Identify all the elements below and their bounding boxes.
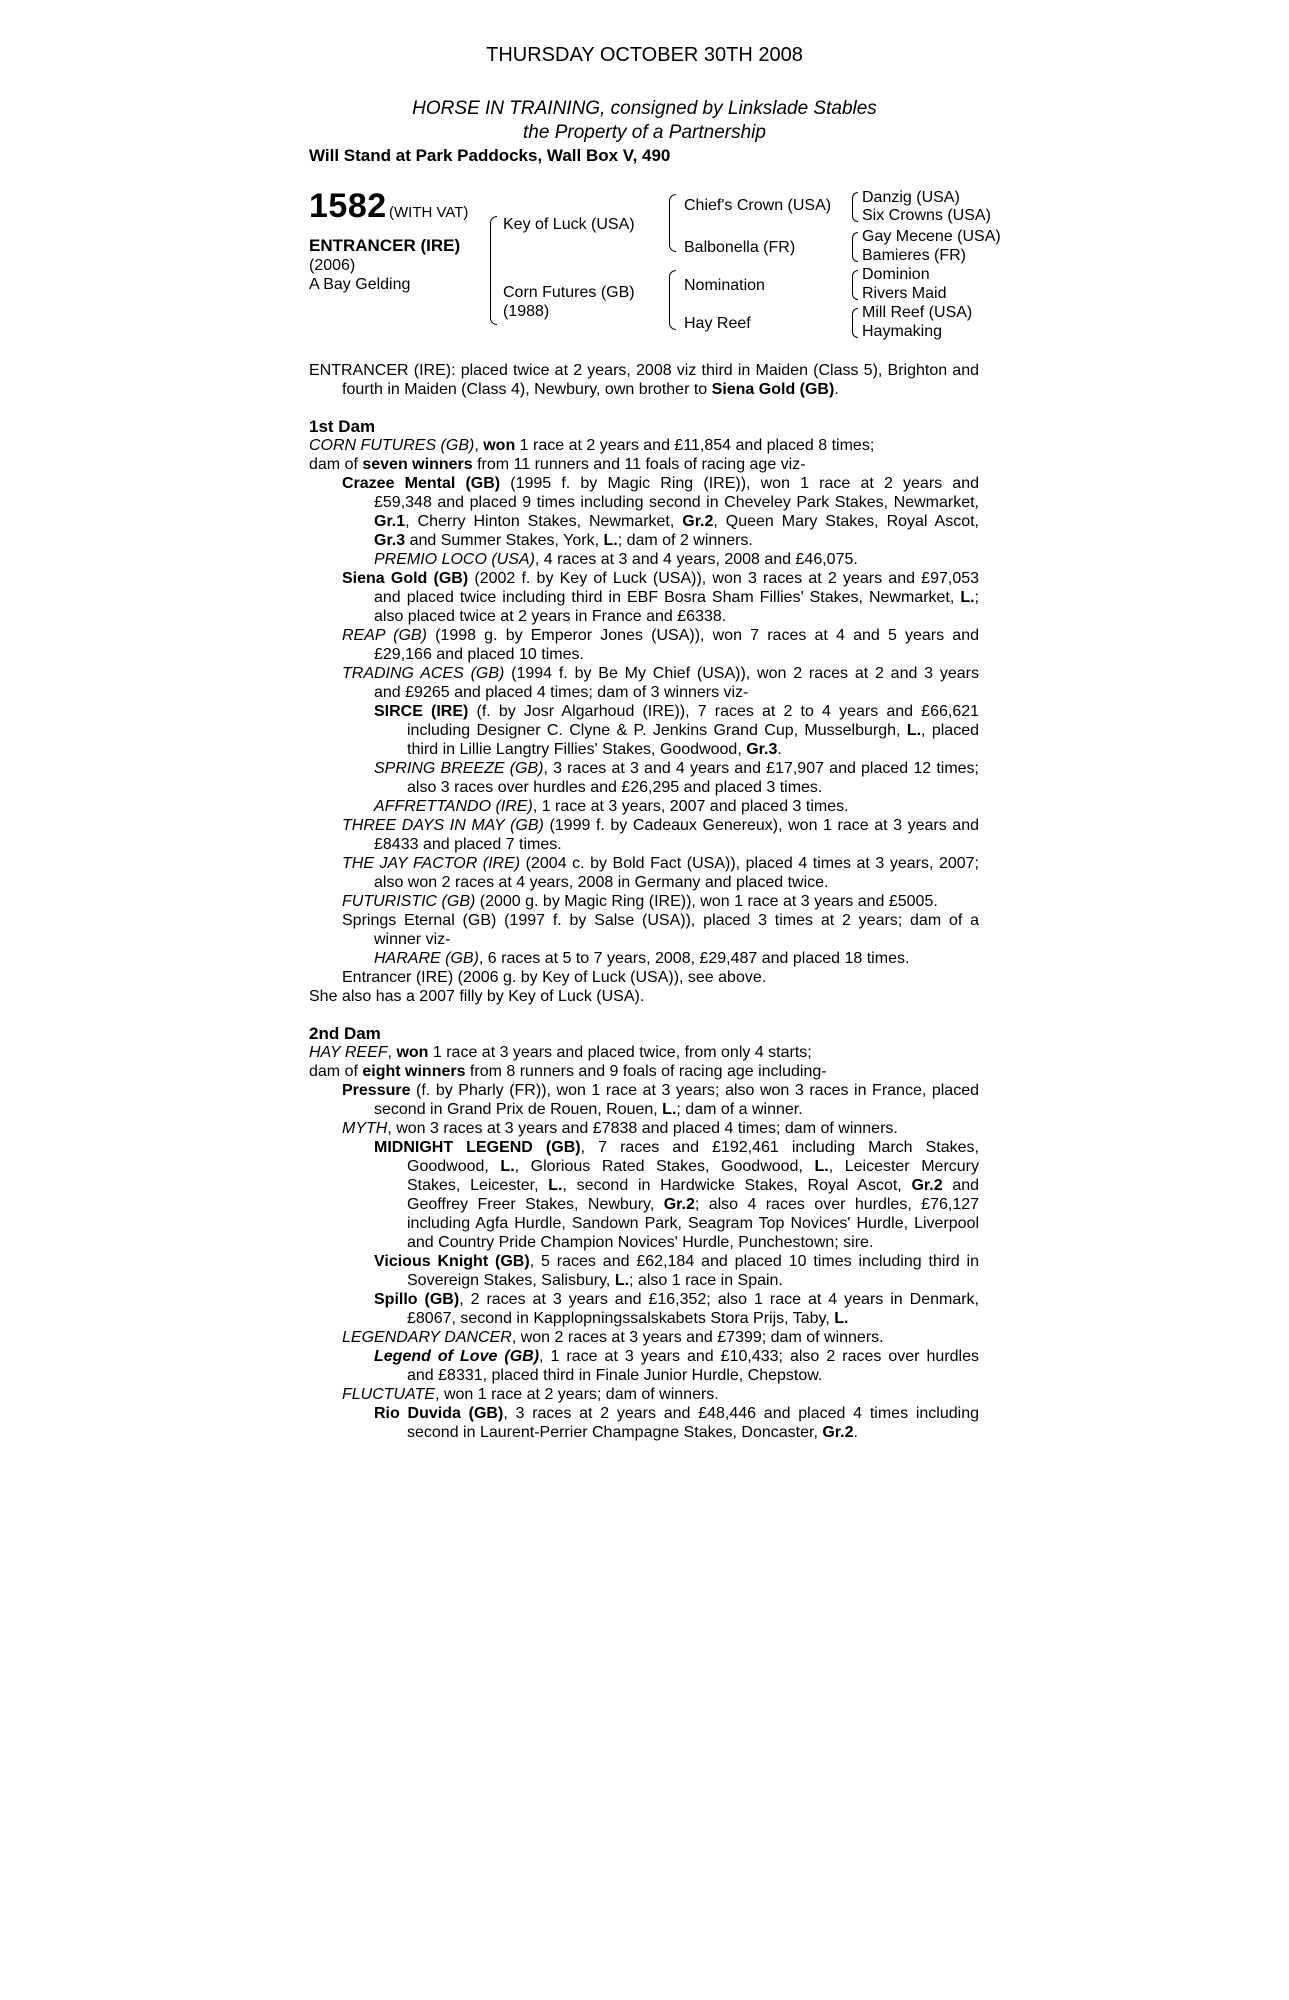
- second_dam-line: Rio Duvida (GB), 3 races at 2 years and £48,446 and placed 4 times including: [374, 1405, 979, 1422]
- second-dam-section: [309, 1024, 979, 1442]
- pedigree-g8: Haymaking: [862, 323, 943, 340]
- brace-sire-dam: [490, 216, 497, 325]
- first-dam-section: [309, 417, 979, 1006]
- brace-g1: [852, 192, 858, 222]
- second_dam-line: HAY REEF, won 1 race at 3 years and placed twice, from only 4 starts;: [309, 1044, 812, 1061]
- first-dam-heading: 1st Dam: [309, 417, 376, 436]
- second_dam-line: Vicious Knight (GB), 5 races and £62,184 and placed 10 times including third in: [374, 1253, 979, 1270]
- stand-location: Will Stand at Park Paddocks, Wall Box V, 490: [309, 146, 671, 165]
- first_dam-line: Entrancer (IRE) (2006 g. by Key of Luck (USA)), see above.: [342, 969, 767, 986]
- pedigree-dam-year: (1988): [503, 303, 550, 320]
- summary-line: ENTRANCER (IRE): placed twice at 2 years, 2008 viz third in Maiden (Class 5), Brighton and: [309, 362, 979, 379]
- first_dam-line: Gr.1, Cherry Hinton Stakes, Newmarket, Gr.2, Queen Mary Stakes, Royal Ascot,: [374, 513, 979, 530]
- pedigree-g2: Six Crowns (USA): [862, 207, 991, 224]
- first_dam-line: THREE DAYS IN MAY (GB) (1999 f. by Cadeaux Genereux), won 1 race at 3 years and: [342, 817, 979, 834]
- first-dam-lines: [309, 436, 979, 1006]
- first_dam-line: REAP (GB) (1998 g. by Emperor Jones (USA)), won 7 races at 4 and 5 years and: [342, 627, 979, 644]
- second_dam-line: Stakes, Leicester, L., second in Hardwicke Stakes, Royal Ascot, Gr.2 and: [407, 1177, 980, 1194]
- horse-name: ENTRANCER (IRE): [309, 236, 461, 255]
- first_dam-line: TRADING ACES (GB) (1994 f. by Be My Chief (USA)), won 2 races at 2 and 3 years: [342, 665, 979, 682]
- first_dam-line: HARARE (GB), 6 races at 5 to 7 years, 2008, £29,487 and placed 18 times.: [374, 950, 910, 967]
- pedigree-g7: Mill Reef (USA): [862, 304, 973, 321]
- second_dam-line: Geoffrey Freer Stakes, Newbury, Gr.2; also 4 races over hurdles, £76,127: [407, 1196, 980, 1213]
- first_dam-line: Gr.3 and Summer Stakes, York, L.; dam of 2 winners.: [374, 532, 753, 549]
- second_dam-line: Legend of Love (GB), 1 race at 3 years and £10,433; also 2 races over hurdles: [374, 1348, 980, 1365]
- first_dam-line: Springs Eternal (GB) (1997 f. by Salse (USA)), placed 3 times at 2 years; dam of a: [342, 912, 979, 929]
- first_dam-line: THE JAY FACTOR (IRE) (2004 c. by Bold Fact (USA)), placed 4 times at 3 years, 2007;: [342, 855, 980, 872]
- summary-text: fourth in Maiden (Class 4), Newbury, own brother to: [342, 381, 712, 398]
- first_dam-line: FUTURISTIC (GB) (2000 g. by Magic Ring (IRE)), won 1 race at 3 years and £5005.: [342, 893, 938, 910]
- second_dam-line: LEGENDARY DANCER, won 2 races at 3 years and £7399; dam of winners.: [342, 1329, 884, 1346]
- second_dam-line: Pressure (f. by Pharly (FR)), won 1 race at 3 years; also won 3 races in France, placed: [342, 1082, 979, 1099]
- second_dam-line: Spillo (GB), 2 races at 3 years and £16,352; also 1 race at 4 years in Denmark,: [374, 1291, 980, 1308]
- first_dam-line: winner viz-: [374, 931, 451, 948]
- second_dam-line: £8067, second in Kapplopningssalskabets Stora Prijs, Taby, L.: [407, 1310, 849, 1327]
- first_dam-line: PREMIO LOCO (USA), 4 races at 3 and 4 years, 2008 and £46,075.: [374, 551, 858, 568]
- second_dam-line: Sovereign Stakes, Salisbury, L.; also 1 race in Spain.: [407, 1272, 783, 1289]
- pedigree-dam-dam: Hay Reef: [684, 315, 751, 332]
- second_dam-line: second in Laurent-Perrier Champagne Stakes, Doncaster, Gr.2.: [407, 1424, 858, 1441]
- first_dam-line: Crazee Mental (GB) (1995 f. by Magic Ring (IRE)), won 1 race at 2 years and: [342, 475, 979, 492]
- first_dam-line: SIRCE (IRE) (f. by Josr Algarhoud (IRE)), 7 races at 2 to 4 years and £66,621: [374, 703, 980, 720]
- horse-year: (2006): [309, 257, 356, 274]
- pedigree-g5: Dominion: [862, 266, 930, 283]
- second-dam-heading: 2nd Dam: [309, 1024, 381, 1043]
- second_dam-line: FLUCTUATE, won 1 race at 2 years; dam of winners.: [342, 1386, 719, 1403]
- first_dam-line: SPRING BREEZE (GB), 3 races at 3 and 4 years and £17,907 and placed 12 times;: [374, 760, 979, 777]
- first_dam-line: also won 2 races at 4 years, 2008 in Germany and placed twice.: [374, 874, 829, 891]
- second_dam-line: dam of eight winners from 8 runners and 9 foals of racing age including-: [309, 1063, 827, 1080]
- brace-sire-parents: [669, 194, 676, 252]
- first_dam-line: also placed twice at 2 years in France and £6338.: [374, 608, 727, 625]
- first_dam-line: dam of seven winners from 11 runners and 11 foals of racing age viz-: [309, 456, 806, 473]
- consignor-line: HORSE IN TRAINING, consigned by Linkslade Stables: [412, 98, 877, 119]
- first_dam-line: £29,166 and placed 10 times.: [374, 646, 584, 663]
- lot-number: 1582: [309, 187, 387, 225]
- pedigree-g4: Bamieres (FR): [862, 247, 967, 264]
- second_dam-line: and £8331, placed third in Finale Junior Hurdle, Chepstow.: [407, 1367, 823, 1384]
- second_dam-line: Goodwood, L., Glorious Rated Stakes, Goodwood, L., Leicester Mercury: [407, 1158, 979, 1175]
- first_dam-line: She also has a 2007 filly by Key of Luck (USA).: [309, 988, 645, 1005]
- first_dam-line: £59,348 and placed 9 times including second in Cheveley Park Stakes, Newmarket,: [374, 494, 979, 511]
- first_dam-line: £8433 and placed 7 times.: [374, 836, 562, 853]
- second-dam-lines: [309, 1043, 979, 1442]
- second_dam-line: including Agfa Hurdle, Sandown Park, Seagram Top Novices' Hurdle, Liverpool: [407, 1215, 979, 1232]
- first_dam-line: and £9265 and placed 4 times; dam of 3 winners viz-: [374, 684, 749, 701]
- brace-dam-parents: [669, 270, 676, 330]
- first_dam-line: third in Lillie Langtry Fillies' Stakes, Goodwood, Gr.3.: [407, 741, 782, 758]
- horse-description: A Bay Gelding: [309, 276, 411, 293]
- first_dam-line: including Designer C. Clyne & P. Jenkins Grand Cup, Musselburgh, L., placed: [407, 722, 979, 739]
- second_dam-line: and Country Pride Champion Novices' Hurdle, Punchestown; sire.: [407, 1234, 874, 1251]
- pedigree-sire-sire: Chief's Crown (USA): [684, 197, 832, 214]
- first_dam-line: also 3 races over hurdles and £26,295 and placed 3 times.: [407, 779, 823, 796]
- sibling-name: Siena Gold (GB): [711, 381, 835, 398]
- first_dam-line: Siena Gold (GB) (2002 f. by Key of Luck (USA)), won 3 races at 2 years and £97,053: [342, 570, 980, 587]
- second_dam-line: second in Grand Prix de Rouen, Rouen, L.; dam of a winner.: [374, 1101, 803, 1118]
- first_dam-line: AFFRETTANDO (IRE), 1 race at 3 years, 2007 and placed 3 times.: [374, 798, 849, 815]
- pedigree-sire: Key of Luck (USA): [503, 216, 635, 233]
- pedigree-g3: Gay Mecene (USA): [862, 228, 1001, 245]
- pedigree-dam: Corn Futures (GB): [503, 284, 635, 301]
- second_dam-line: MIDNIGHT LEGEND (GB), 7 races and £192,461 including March Stakes,: [374, 1139, 980, 1156]
- sale-date: THURSDAY OCTOBER 30TH 2008: [486, 44, 803, 66]
- brace-g2: [852, 232, 858, 262]
- pedigree-sire-dam: Balbonella (FR): [684, 239, 796, 256]
- first_dam-line: CORN FUTURES (GB), won 1 race at 2 years and £11,854 and placed 8 times;: [309, 437, 875, 454]
- vat-note: (WITH VAT): [389, 204, 469, 221]
- property-line: the Property of a Partnership: [523, 122, 766, 143]
- first_dam-line: and placed twice including third in EBF Bosra Sham Fillies' Stakes, Newmarket, L.;: [374, 589, 979, 606]
- brace-g4: [852, 308, 858, 338]
- summary-punct: .: [834, 381, 839, 398]
- horse-summary: [309, 361, 979, 399]
- pedigree-g1: Danzig (USA): [862, 189, 960, 206]
- second_dam-line: MYTH, won 3 races at 3 years and £7838 and placed 4 times; dam of winners.: [342, 1120, 898, 1137]
- pedigree-dam-sire: Nomination: [684, 277, 765, 294]
- summary-line: [309, 380, 979, 399]
- brace-g3: [852, 270, 858, 300]
- pedigree-g6: Rivers Maid: [862, 285, 947, 302]
